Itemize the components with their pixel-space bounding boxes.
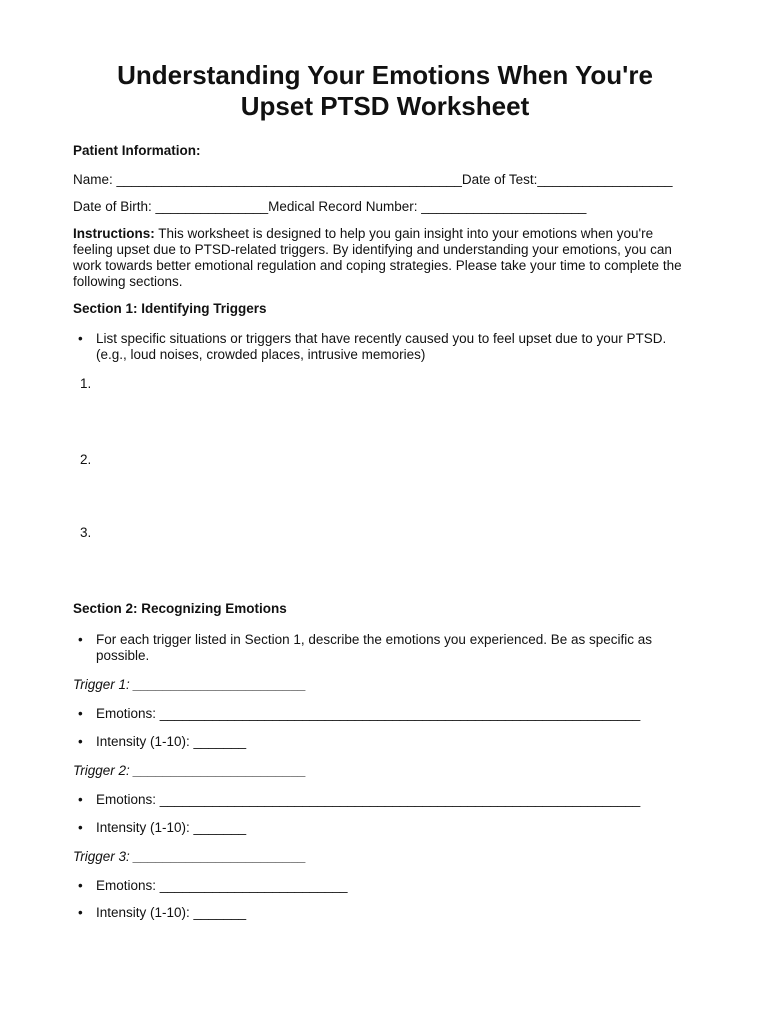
section1-heading: Section 1: Identifying Triggers [73, 301, 267, 316]
trigger-1-intensity-text: Intensity (1-10): _______ [96, 734, 247, 749]
page-title [40, 60, 730, 122]
trigger-2-label: Trigger 2: _______________________ [73, 763, 307, 778]
trigger-3-intensity-text: Intensity (1-10): _______ [96, 905, 247, 920]
trigger-3-emotions-text: Emotions: _________________________ [96, 878, 348, 893]
trigger-2-emotions-text: Emotions: ________________________________________________________________ [96, 792, 641, 807]
bullet-icon: • [78, 331, 83, 346]
trigger-1-emotions-text: Emotions: ________________________________________________________________ [96, 706, 641, 721]
title-line-1: Understanding Your Emotions When You're [117, 60, 653, 90]
trigger-item-1-number: 1. [80, 376, 92, 391]
dob-mrn-line: Date of Birth: _______________Medical Record Number: ______________________ [73, 199, 587, 214]
title-line-2: Upset PTSD Worksheet [240, 91, 530, 121]
trigger-2-intensity-text: Intensity (1-10): _______ [96, 820, 247, 835]
bullet-icon: • [78, 706, 83, 721]
trigger-item-2-number: 2. [80, 452, 92, 467]
bullet-icon: • [78, 734, 83, 749]
bullet-icon: • [78, 820, 83, 835]
trigger-3-label: Trigger 3: _______________________ [73, 849, 307, 864]
bullet-icon: • [78, 632, 83, 647]
bullet-icon: • [78, 792, 83, 807]
section2-bullet-text: For each trigger listed in Section 1, describe the emotions you experienced. Be as specific as possible. [96, 632, 653, 663]
instructions-text: This worksheet is designed to help you gain insight into your emotions when you're feeling upset due to PTSD-related triggers. By identifying and understanding your emotions, you can work towards better emotional regulation and coping strategies. Please take your time to complete the following sections. [73, 226, 682, 289]
section1-bullet-text: List specific situations or triggers that have recently caused you to feel upset due to your PTSD. (e.g., loud noises, crowded places, intrusive memories) [96, 331, 667, 362]
section2-heading: Section 2: Recognizing Emotions [73, 601, 287, 616]
bullet-icon: • [78, 878, 83, 893]
trigger-item-3-number: 3. [80, 525, 92, 540]
bullet-icon: • [78, 905, 83, 920]
name-date-line: Name: ______________________________________________Date of Test:__________________ [73, 172, 673, 187]
instructions-label: Instructions: [73, 226, 155, 241]
trigger-1-label: Trigger 1: _______________________ [73, 677, 307, 692]
patient-info-heading: Patient Information: [73, 143, 201, 158]
instructions-paragraph [73, 226, 693, 290]
